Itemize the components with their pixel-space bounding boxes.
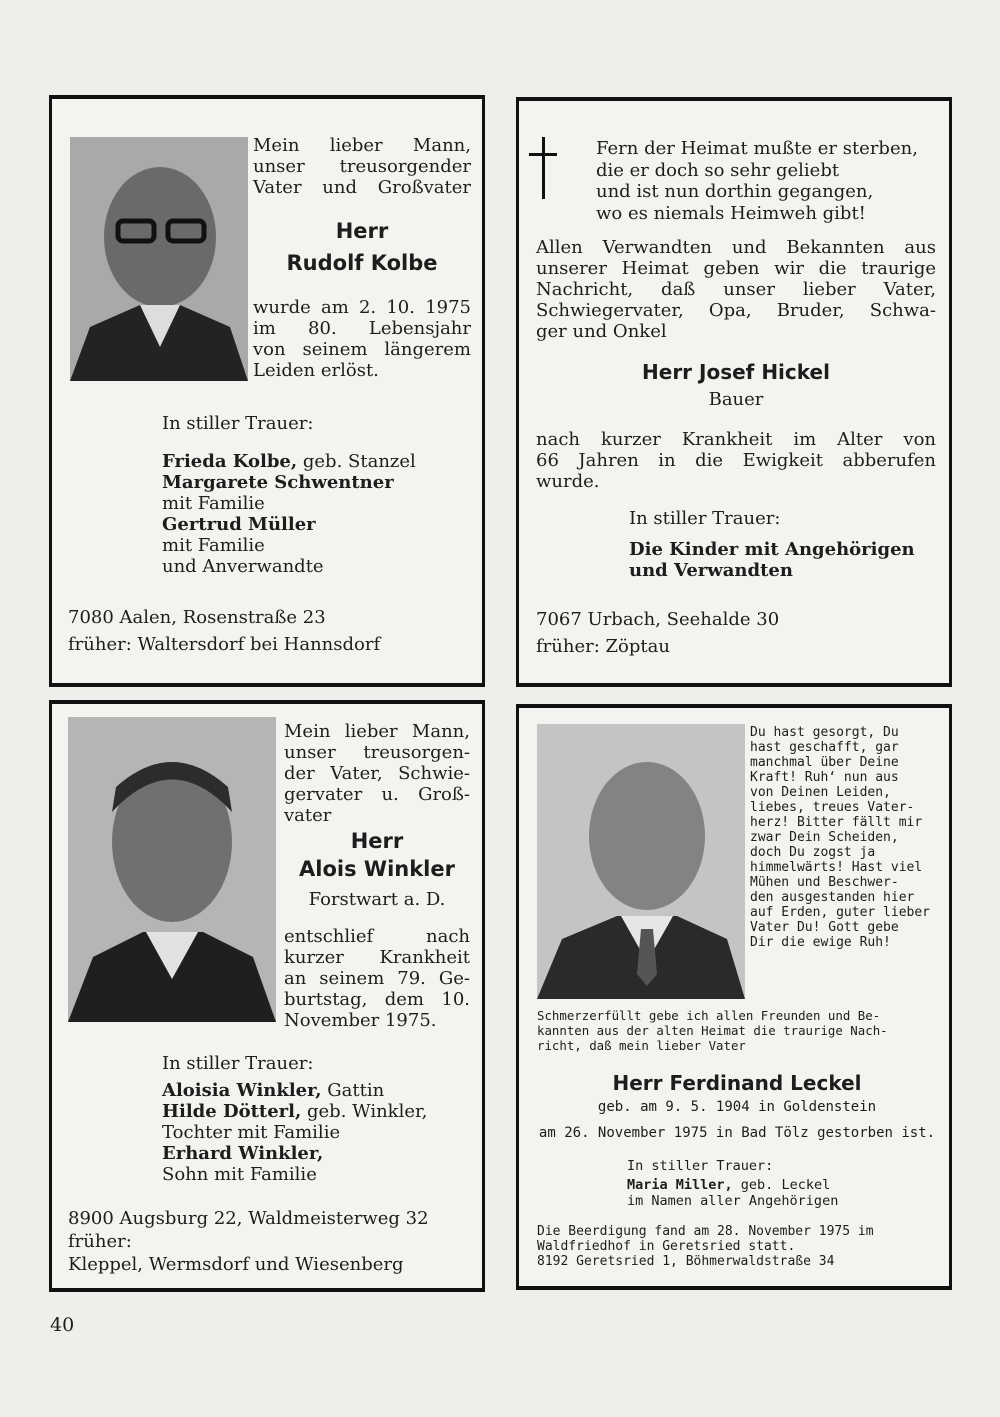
mourner-line <box>162 1101 427 1122</box>
intro-text <box>537 1008 937 1053</box>
address <box>536 606 779 660</box>
mourner-line <box>162 535 416 556</box>
text-line: Leiden erlöst. <box>253 360 379 381</box>
verse-line: Mühen und Beschwer- <box>750 875 899 890</box>
address-line: 7080 Aalen, Rosenstraße 23 <box>68 607 326 628</box>
obituary-rudolf-kolbe <box>49 95 485 687</box>
verse-line: Kraft! Ruh‘ nun aus <box>750 770 899 785</box>
intro-line: Schmerzerfüllt gebe ich allen Freunden und Be- <box>537 1008 881 1023</box>
page-number: 40 <box>50 1314 75 1336</box>
deceased-name: Alois Winkler <box>299 857 455 881</box>
mourners-list <box>162 1080 427 1185</box>
verse-line: Dir die ewige Ruh! <box>750 935 891 950</box>
verse-line: Vater Du! Gott gebe <box>750 920 899 935</box>
deceased-name: Herr Ferdinand Leckel <box>612 1071 862 1095</box>
verse <box>750 725 930 950</box>
intro-line: Mein lieber Mann, <box>284 721 470 742</box>
intro-line: Allen Verwandten und Bekannten aus <box>536 237 936 258</box>
intro-text <box>284 721 470 826</box>
text-line: entschlief nach <box>284 926 470 947</box>
intro-line: ger und Onkel <box>536 321 667 342</box>
verse-line: auf Erden, guter lieber <box>750 905 931 920</box>
portrait-photo <box>537 724 745 999</box>
address-line: 8900 Augsburg 22, Waldmeisterweg 32 <box>68 1208 429 1229</box>
verse-line: zwar Dein Scheiden, <box>750 830 899 845</box>
intro-line: unser treusorgender <box>253 156 471 177</box>
funeral-info <box>537 1224 874 1269</box>
text-line: im 80. Lebensjahr <box>253 318 471 339</box>
mourner-line <box>162 1122 427 1143</box>
mourners-list <box>162 451 416 577</box>
mourner-line: und Verwandten <box>629 560 793 581</box>
address-line: früher: Waltersdorf bei Hannsdorf <box>68 634 381 655</box>
intro-line: gervater u. Groß- <box>284 784 470 805</box>
text-line: 66 Jahren in die Ewigkeit abberufen <box>536 450 936 471</box>
death-text <box>284 926 470 1031</box>
mourners-list <box>627 1177 838 1209</box>
mourner-line: Die Kinder mit Angehörigen <box>629 539 915 560</box>
mourning-heading: In stiller Trauer: <box>162 413 314 434</box>
cross-icon <box>542 137 545 199</box>
funeral-line: Waldfriedhof in Geretsried statt. <box>537 1239 796 1254</box>
title-herr: Herr <box>350 829 404 853</box>
portrait-man-glasses <box>70 137 248 381</box>
mourners-list <box>629 539 915 581</box>
cross-icon-bar <box>529 153 557 156</box>
occupation: Bauer <box>708 389 764 410</box>
text-line: wurde am 2. 10. 1975 <box>253 297 471 318</box>
funeral-line: 8192 Geretsried 1, Böhmerwaldstraße 34 <box>537 1254 835 1269</box>
verse-line: liebes, treues Vater- <box>750 800 915 815</box>
intro-line: Vater und Großvater <box>253 177 471 198</box>
address-line: früher: <box>68 1231 132 1252</box>
mourner-detail: und Anverwandte <box>162 556 324 577</box>
deceased-name: Rudolf Kolbe <box>286 251 438 275</box>
address-line: früher: Zöptau <box>536 636 670 657</box>
text-line: burtstag, dem 10. <box>284 989 470 1010</box>
verse-line: herz! Bitter fällt mir <box>750 815 923 830</box>
intro-text <box>253 135 471 198</box>
mourning-heading: In stiller Trauer: <box>627 1158 774 1174</box>
death-info: am 26. November 1975 in Bad Tölz gestorben ist. <box>538 1125 936 1141</box>
title-herr: Herr <box>335 219 389 243</box>
address <box>68 604 380 658</box>
intro-line: kannten aus der alten Heimat die traurige Nach- <box>537 1023 888 1038</box>
funeral-line: Die Beerdigung fand am 28. November 1975 im <box>537 1224 874 1239</box>
mourner-name: Frieda Kolbe, <box>162 451 298 472</box>
address-line: Kleppel, Wermsdorf und Wiesenberg <box>68 1254 404 1275</box>
portrait-photo <box>70 137 248 381</box>
death-text <box>253 297 471 381</box>
mourner-line <box>162 472 416 493</box>
mourner-line <box>162 514 416 535</box>
mourner-detail: Tochter mit Familie <box>162 1122 341 1143</box>
verse-line: manchmal über Deine <box>750 755 899 770</box>
mourner-detail: Gattin <box>321 1080 385 1101</box>
text-line: kurzer Krankheit <box>284 947 470 968</box>
intro-line: richt, daß mein lieber Vater <box>537 1038 746 1053</box>
intro-line: Nachricht, daß unser lieber Vater, <box>536 279 936 300</box>
obituary-alois-winkler <box>49 700 485 1292</box>
intro-line: unserer Heimat geben wir die traurige <box>536 258 936 279</box>
address-line: 7067 Urbach, Seehalde 30 <box>536 609 780 630</box>
mourner-line <box>162 493 416 514</box>
mourner-line <box>162 1164 427 1185</box>
intro-text <box>536 237 936 342</box>
mourner-line <box>627 1193 838 1209</box>
intro-line: Mein lieber Mann, <box>253 135 471 156</box>
verse-line: wo es niemals Heimweh gibt! <box>596 202 866 224</box>
intro-line: vater <box>284 805 332 826</box>
text-line: nach kurzer Krankheit im Alter von <box>536 429 936 450</box>
obituary-ferdinand-leckel <box>516 704 952 1290</box>
verse <box>596 138 918 224</box>
portrait-man <box>537 724 745 999</box>
intro-line: Schwiegervater, Opa, Bruder, Schwa- <box>536 300 936 321</box>
intro-line: unser treusorgen- <box>284 742 470 763</box>
mourner-name: Erhard Winkler, <box>162 1143 324 1164</box>
intro-line: der Vater, Schwie- <box>284 763 470 784</box>
mourner-detail: mit Familie <box>162 535 265 556</box>
verse-line: von Deinen Leiden, <box>750 785 891 800</box>
birth-info: geb. am 9. 5. 1904 in Goldenstein <box>597 1099 877 1115</box>
mourner-line <box>162 451 416 472</box>
mourner-line <box>162 556 416 577</box>
portrait-photo <box>68 717 276 1022</box>
mourner-line <box>162 1080 427 1101</box>
mourner-name: Maria Miller, <box>627 1177 733 1193</box>
mourner-line <box>162 1143 427 1164</box>
portrait-man <box>68 717 276 1022</box>
mourner-detail: geb. Leckel <box>732 1177 831 1193</box>
verse-line: die er doch so sehr geliebt <box>596 159 840 181</box>
occupation: Forstwart a. D. <box>308 889 446 910</box>
verse-line: doch Du zogst ja <box>750 845 876 860</box>
mourner-detail: im Namen aller Angehörigen <box>627 1193 839 1209</box>
mourner-line <box>627 1177 838 1193</box>
verse-line: Du hast gesorgt, Du <box>750 725 899 740</box>
mourner-name: Hilde Dötterl, <box>162 1101 302 1122</box>
mourning-heading: In stiller Trauer: <box>162 1053 314 1074</box>
verse-line: hast geschafft, gar <box>750 740 899 755</box>
mourner-name: Gertrud Müller <box>162 514 316 535</box>
verse-line: den ausgestanden hier <box>750 890 915 905</box>
mourning-heading: In stiller Trauer: <box>629 508 781 529</box>
address <box>68 1207 429 1276</box>
mourner-detail: geb. Winkler, <box>301 1101 428 1122</box>
obituary-josef-hickel <box>516 97 952 687</box>
text-line: an seinem 79. Ge- <box>284 968 470 989</box>
deceased-name: Herr Josef Hickel <box>642 360 830 384</box>
text-line: von seinem längerem <box>253 339 471 360</box>
mourner-detail: Sohn mit Familie <box>162 1164 317 1185</box>
text-line: wurde. <box>536 471 600 492</box>
text-line: November 1975. <box>284 1010 437 1031</box>
verse-line: himmelwärts! Hast viel <box>750 860 923 875</box>
mourner-name: Aloisia Winkler, <box>162 1080 322 1101</box>
mourner-detail: geb. Stanzel <box>297 451 416 472</box>
verse-line: und ist nun dorthin gegangen, <box>596 181 874 202</box>
death-text <box>536 429 936 492</box>
mourner-name: Margarete Schwentner <box>162 472 394 493</box>
verse-line: Fern der Heimat mußte er sterben, <box>596 138 918 159</box>
mourner-detail: mit Familie <box>162 493 265 514</box>
